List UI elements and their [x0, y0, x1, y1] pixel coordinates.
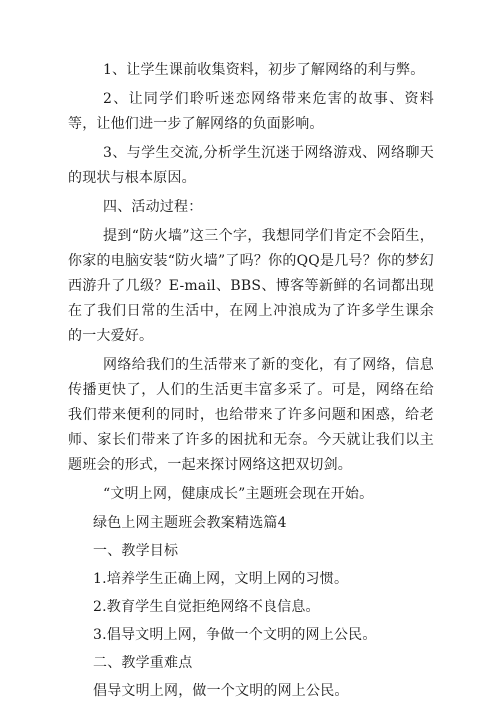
paragraph-3: 3、与学生交流,分析学生沉迷于网络游戏、网络聊天的现状与根本原因。 [68, 145, 434, 186]
section-heading-activity-process: 四、活动过程： [103, 199, 203, 215]
goal-2: 2.教育学生自觉拒绝网络不良信息。 [93, 599, 320, 615]
goal-3: 3.倡导文明上网，争做一个文明的网上公民。 [93, 627, 377, 643]
paragraph-network-changes: 网络给我们的生活带来了新的变化，有了网络，信息传播更快了，人们的生活更丰富多采了。可是，网络在给我们带来便利的同时，也给带来了许多问题和困惑，给老师、家长们带来了许多的困扰和无奈。今天就让我们以主题班会的形式，一起来探讨网络这把双切剑。 [68, 357, 434, 473]
paragraph-2: 2、让同学们聆听迷恋网络带来危害的故事、资料等，让他们进一步了解网络的负面影响。 [68, 91, 434, 132]
heading-key-points: 二、教学重难点 [93, 655, 193, 671]
key-point-1: 倡导文明上网，做一个文明的网上公民。 [93, 683, 349, 699]
heading-teaching-goals: 一、教学目标 [93, 543, 179, 559]
paragraph-1: 1、让学生课前收集资料，初步了解网络的利与弊。 [103, 62, 425, 78]
goal-1: 1.培养学生正确上网，文明上网的习惯。 [93, 571, 349, 587]
paragraph-meeting-start: “文明上网，健康成长”主题班会现在开始。 [103, 486, 374, 502]
paragraph-firewall: 提到“防火墙”这三个字，我想同学们肯定不会陌生，你家的电脑安装“防火墙”了吗？你的QQ是几号？你的梦幻西游升了几级？E-mail、BBS、博客等新鲜的名词都出现在了我们日常的生活中，在网上冲浪成为了许多学生课余的一大爱好。 [68, 228, 434, 344]
article-title: 绿色上网主题班会教案精选篇4 [93, 515, 287, 531]
